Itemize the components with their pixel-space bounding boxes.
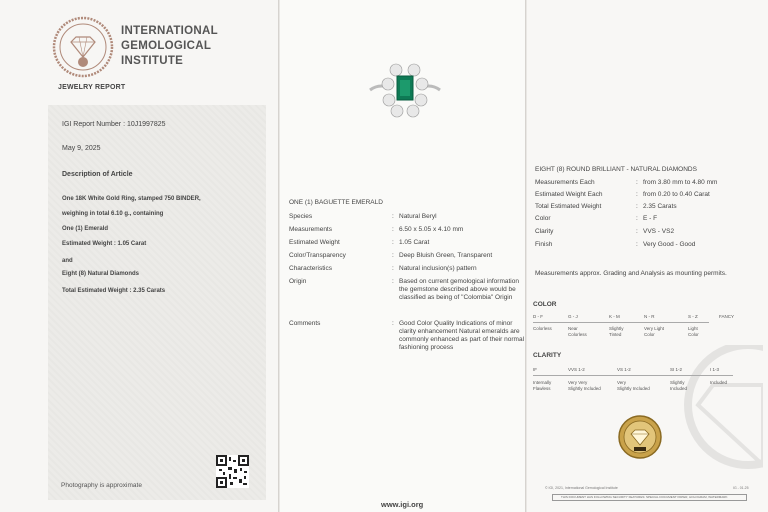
copyright-text: © IGI, 2021, International Gemological Institute [545, 486, 618, 490]
emerald-value: 6.50 x 5.05 x 4.10 mm [399, 226, 464, 233]
description-line: Estimated Weight : 1.05 Carat [62, 241, 147, 247]
description-line: Total Estimated Weight : 2.35 Carats [62, 288, 166, 294]
color-grade-label: Very Light Color [644, 326, 665, 337]
separator: : [392, 278, 394, 285]
diamond-value: Very Good - Good [643, 241, 696, 248]
diamond-value: from 3.80 mm to 4.80 mm [643, 179, 718, 186]
clarity-grade-label: Slightly Included [670, 380, 688, 391]
clarity-grade-code: VS 1-2 [617, 367, 631, 372]
emerald-label: Species [289, 213, 313, 220]
separator: : [392, 226, 394, 233]
clarity-grade-code: SI 1-2 [670, 367, 683, 372]
separator: : [636, 215, 638, 222]
separator: : [392, 239, 394, 246]
diamond-value: 2.35 Carats [643, 203, 677, 210]
separator: : [636, 203, 638, 210]
emerald-label: Measurements [289, 226, 332, 233]
separator: : [392, 252, 394, 259]
ring-photo [368, 58, 442, 118]
description-line: and [62, 258, 73, 264]
color-scale-bar [533, 322, 709, 323]
color-grade-label: Near Colorless [568, 326, 587, 337]
color-scale-title: COLOR [533, 301, 557, 308]
description-line: One 18K White Gold Ring, stamped 750 BINDER, [62, 196, 201, 202]
emerald-value: Natural inclusion(s) pattern [399, 265, 477, 272]
brand-name: INTERNATIONAL GEMOLOGICAL INSTITUTE [121, 25, 218, 67]
clarity-scale-title: CLARITY [533, 352, 562, 359]
diamond-value: VVS - VS2 [643, 228, 675, 235]
color-grade-code: N - R [644, 314, 655, 319]
diamond-value: from 0.20 to 0.40 Carat [643, 191, 710, 198]
section-title: JEWELRY REPORT [58, 84, 126, 91]
emerald-heading: ONE (1) BAGUETTE EMERALD [289, 199, 383, 206]
color-grade-code: G - J [568, 314, 578, 319]
clarity-grade-code: I 1-3 [710, 367, 720, 372]
report-date: May 9, 2025 [62, 145, 101, 152]
separator: : [636, 179, 638, 186]
emerald-value: Based on current gemological information the gemstone described above would be classified as being of "Colombia" Origin [399, 278, 519, 301]
clarity-grade-label: Very Very Slightly Included [568, 380, 601, 391]
color-grade-label: Slightly Tinted [609, 326, 624, 337]
emerald-label: Characteristics [289, 265, 332, 272]
separator: : [392, 265, 394, 272]
description-line: Eight (8) Natural Diamonds [62, 271, 140, 277]
clarity-grade-label: Included [710, 380, 728, 385]
watermark-logo-icon [668, 345, 763, 485]
diamond-label: Total Estimated Weight [535, 203, 602, 210]
separator: : [636, 241, 638, 248]
emerald-value: Natural Beryl [399, 213, 437, 220]
clarity-grade-label: Internally Flawless [533, 380, 552, 391]
clarity-grade-code: IF [533, 367, 537, 372]
color-grade-label: Colorless [533, 326, 552, 331]
clarity-scale-bar [533, 375, 733, 376]
emerald-label: Comments [289, 320, 321, 327]
description-line: weighing in total 6.10 g., containing [62, 211, 164, 217]
color-grade-code: S - Z [688, 314, 698, 319]
qr-code-icon [216, 455, 249, 488]
igi-logo-icon [52, 16, 114, 78]
emerald-value: 1.05 Carat [399, 239, 430, 246]
photo-disclaimer: Photography is approximate [61, 482, 142, 489]
security-features-strip: THIS DOCUMENT HAS FOLLOWING SECURITY FEATURES: SPECIAL DOCUMENT PAPER, HOLOGRAM, WATERMARK [552, 494, 747, 501]
emerald-value: Good Color Quality Indications of minor clarity enhancement Natural emeralds are commonly enhanced as part of their normal fashioning process [399, 320, 525, 351]
hologram-seal-icon [618, 415, 662, 459]
diamond-value: E - F [643, 215, 658, 222]
description-title: Description of Article [62, 171, 133, 178]
diamonds-heading: EIGHT (8) ROUND BRILLIANT - NATURAL DIAMONDS [535, 166, 697, 173]
description-line: One (1) Emerald [62, 226, 109, 232]
emerald-label: Estimated Weight [289, 239, 340, 246]
grading-note: Measurements approx. Grading and Analysis as mounting permits. [535, 270, 727, 277]
diamond-label: Finish [535, 241, 553, 248]
diamond-label: Measurements Each [535, 179, 595, 186]
separator: : [636, 191, 638, 198]
diamond-label: Estimated Weight Each [535, 191, 603, 198]
clarity-grade-code: VVS 1-2 [568, 367, 585, 372]
color-grade-code: D - F [533, 314, 543, 319]
diamond-label: Color [535, 215, 551, 222]
color-grade-label: Light Color [688, 326, 699, 337]
emerald-label: Origin [289, 278, 307, 285]
diamond-label: Clarity [535, 228, 554, 235]
website-link[interactable]: www.igi.org [381, 500, 424, 509]
separator: : [636, 228, 638, 235]
emerald-label: Color/Transparency [289, 252, 346, 259]
separator: : [392, 320, 394, 327]
report-details-box [48, 105, 266, 500]
color-grade-code: K - M [609, 314, 620, 319]
form-code: IG - 01.25 [733, 486, 749, 490]
separator: : [392, 213, 394, 220]
report-number: IGI Report Number : 10J1997825 [62, 121, 166, 128]
color-grade-code: FANCY [719, 314, 735, 319]
clarity-grade-label: Very Slightly Included [617, 380, 650, 391]
emerald-value: Deep Bluish Green, Transparent [399, 252, 493, 259]
